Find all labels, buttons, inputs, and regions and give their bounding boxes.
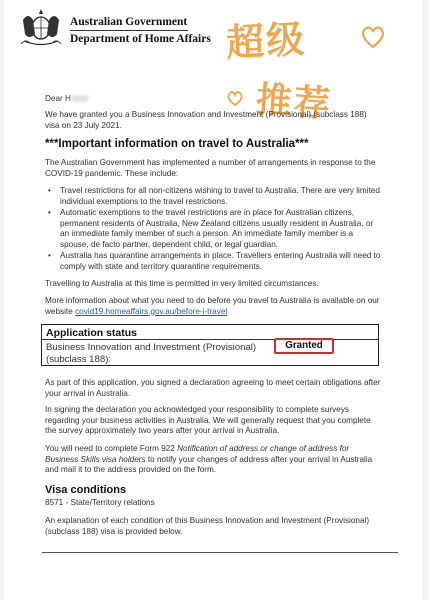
travel-heading: ***Important information on travel to Australia*** <box>45 138 309 150</box>
declaration-p2-line-2: regarding your business activities in Australia. We will generally request that you complete <box>45 415 371 425</box>
declaration-paragraph-1 <box>45 378 383 399</box>
handwritten-annotation-1: 超级 <box>225 16 308 66</box>
restrictions-list <box>45 186 383 273</box>
gov-name: Australian Government <box>70 16 188 28</box>
more-info-paragraph <box>45 296 383 317</box>
condition-item: 8571 - State/Territory relations <box>45 498 155 507</box>
arrangements-line-2: COVID-19 pandemic. These include: <box>45 168 179 178</box>
declaration-p1-line-1: As part of this application, you signed a declaration agreeing to meet certain obligations after <box>45 378 381 387</box>
declaration-p2-line-1: In signing the declaration you acknowledged your responsibility to complete surveys <box>45 405 350 414</box>
conditions-explain-line-1: An explanation of each condition of this Business Innovation and Investment (Provisional) <box>45 516 370 525</box>
form-922-prefix: You will need to complete Form 922 <box>45 444 178 453</box>
declaration-p3-line-3: and mail it to the address provided on the form. <box>45 465 217 474</box>
handwritten-annotation-2: 推荐 <box>254 79 334 126</box>
redacted-name <box>71 95 89 102</box>
list-item: • Automatic exemptions to the travel restrictions are in place for Australian citizens, permanent residents of Australia, New Zealand citizens usually resident in Australia, or an immediate family member of such a person. An immediate family member is a spouse, de facto partner, dependent child, or legal guardian. <box>45 208 383 250</box>
arrangements-paragraph <box>45 158 383 179</box>
visa-name-line-2: (subclass 188): <box>46 354 112 365</box>
status-badge: Granted <box>274 338 334 354</box>
covid-info-link[interactable]: covid19.homeaffairs.gov.au/before-i-travel <box>75 306 228 316</box>
page-divider <box>42 552 398 553</box>
declaration-paragraph-2 <box>45 405 383 437</box>
conditions-explain-line-2: (subclass 188) visa is provided below. <box>45 526 183 536</box>
declaration-p2-line-3: the survey approximately two years after your arrival in Australia. <box>45 426 280 435</box>
more-info-line-1: More information about what you need to do before you travel to Australia is available on our <box>45 296 380 305</box>
heart-doodle-icon <box>359 24 387 50</box>
form-922-title-part-2: Business Skills visa holders <box>45 454 146 464</box>
department-name: Department of Home Affairs <box>70 33 211 45</box>
visa-name-line-1: Business Innovation and Investment (Provisional) <box>46 342 257 353</box>
arrangements-line-1: The Australian Government has implemented a number of arrangements in response to the <box>45 158 376 167</box>
greeting <box>45 94 383 105</box>
travel-limited-text: Travelling to Australia at this time is permitted in very limited circumstances. <box>45 279 319 288</box>
greeting-text: Dear H <box>45 94 71 103</box>
list-item: • Travel restrictions for all non-citizens wishing to travel to Australia. There are very limited individual exemptions to the travel restrictions. <box>45 186 383 207</box>
declaration-paragraph-3 <box>45 444 383 476</box>
form-922-rest: to notify your changes of address after your arrival in Australia <box>145 454 373 464</box>
coat-of-arms-icon <box>18 8 64 48</box>
list-item: • Australia has quarantine arrangements in place. Travellers entering Australia will need to comply with state and territory quarantine requirements. <box>45 251 383 272</box>
intro-line-1: We have granted you a Business Innovation and Investment (Provisional) (subclass 188) <box>45 110 367 119</box>
conditions-explanation <box>45 516 383 537</box>
form-922-title-part-1: Notification of address or change of address for <box>177 444 350 453</box>
intro-line-2: visa on 23 July 2021. <box>45 120 122 130</box>
letterhead <box>18 8 218 50</box>
letterhead-divider <box>70 30 188 31</box>
declaration-p1-line-2: your arrival in Australia. <box>45 388 131 398</box>
intro-paragraph <box>45 110 383 131</box>
visa-conditions-heading: Visa conditions <box>45 484 127 496</box>
application-status-box <box>41 324 379 366</box>
letter-page <box>4 0 422 600</box>
status-title: Application status <box>46 327 138 339</box>
more-info-prefix: website <box>45 306 76 316</box>
